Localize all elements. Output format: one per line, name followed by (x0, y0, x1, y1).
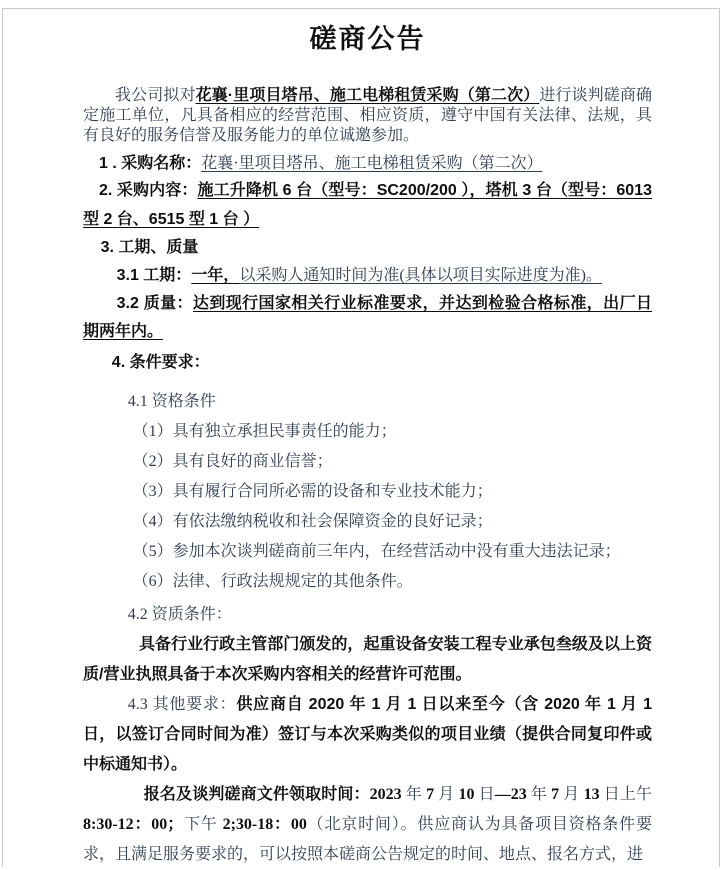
registration-seg-13: 下午 (183, 816, 223, 833)
qualification-item-2: （2）具有良好的商业信誉； (132, 453, 333, 470)
section3-heading: 3. 工期、质量 (100, 239, 199, 256)
registration-seg-5: 日 (478, 786, 495, 803)
registration-seg-14: 2;30-18：00 (222, 816, 307, 833)
qualification-item-3: （3）具有履行合同所必需的设备和专业技术能力； (132, 483, 493, 500)
procurement-name-label: 1 . 采购名称： (99, 155, 202, 172)
registration-seg-9: 月 (563, 786, 584, 803)
section4-2-heading: 4.2 资质条件： (127, 606, 232, 623)
paragraph-intro (83, 86, 652, 146)
registration-seg-1: 年 (405, 786, 427, 803)
section4-2-body: 具备行业行政主管部门颁发的，起重设备安装工程专业承包叁级及以上资质/营业执照具备于本次采购内容相关的经营许可范围。 (83, 636, 652, 683)
registration-seg-11: 日上午 (603, 786, 652, 803)
duration-label: 3.1 工期： (116, 267, 192, 284)
registration-paragraph (83, 780, 652, 870)
section4-3-value: 供应商自 2020 年 1 月 1 日以来至今（含 2020 年 1 月 1 日，以签订合同时间为准）签订与本次采购类似的项目业绩（提供合同复印件或中标通知书）。 (83, 696, 652, 773)
section4-1-heading: 4.1 资格条件 (127, 393, 216, 410)
registration-seg-0: 2023 (369, 786, 406, 803)
qualification-item-4: （4）有依法缴纳税收和社会保障资金的良好记录； (132, 513, 493, 530)
registration-seg-10: 13 (583, 786, 604, 803)
section4-3-row (83, 690, 652, 780)
registration-seg-7: 年 (530, 786, 552, 803)
intro-post-text: 进行谈判磋商确定施工单位，凡具备相应的经营范围、相应资质，遵守中国有关法律、法规，具有良好的服务信誉及服务能力的单位诚邀参加。 (83, 87, 652, 144)
registration-seg-3: 月 (438, 786, 459, 803)
qualification-item-1: （1）具有独立承担民事责任的能力； (132, 423, 397, 440)
registration-seg-15: （北京时间）。供应商认为具备项目资格条件要求，且满足服务要求的，可以按照本磋商公告规定的时间、地点、报名方式，进 (83, 816, 652, 863)
procurement-content-row (83, 176, 652, 234)
section4-heading: 4. 条件要求： (111, 354, 210, 371)
procurement-name-row (83, 152, 652, 176)
qualification-list (83, 417, 652, 597)
quality-row (83, 290, 652, 346)
qualification-item-6: （6）法律、行政法规规定的其他条件。 (132, 573, 413, 590)
qualification-item-5: （5）参加本次谈判磋商前三年内，在经营活动中没有重大违法记录； (132, 543, 621, 560)
registration-label: 报名及谈判磋商文件领取时间： (143, 786, 370, 803)
procurement-content-value: 施工升降机 6 台（型号：SC200/200 ），塔机 3 台（型号：6013 型 2 台、6515 型 1 台 ） (83, 182, 652, 228)
quality-value: 达到现行国家相关行业标准要求，并达到检验合格标准，出厂日期两年内。 (83, 295, 652, 340)
intro-project-name: 花襄·里项目塔吊、施工电梯租赁采购（第二次） (195, 87, 540, 104)
duration-value: 以采购人通知时间为准(具体以项目实际进度为准)。 (239, 267, 602, 284)
section4-3-label: 4.3 其他要求： (127, 696, 237, 713)
registration-seg-6: —23 (494, 786, 531, 803)
registration-seg-12: 8:30-12：00； (83, 816, 184, 833)
procurement-content-label: 2. 采购内容： (99, 182, 198, 199)
page-title: 磋商公告 (309, 24, 426, 54)
procurement-name-value: 花襄·里项目塔吊、施工电梯租赁采购（第二次） (201, 155, 543, 172)
quality-label: 3.2 质量： (116, 295, 193, 312)
duration-row (83, 262, 652, 290)
duration-emphasis: 一年， (191, 267, 240, 284)
registration-seg-8: 7 (551, 786, 564, 803)
registration-seg-2: 7 (426, 786, 439, 803)
intro-pre-text: 我公司拟对 (115, 87, 196, 104)
registration-seg-4: 10 (458, 786, 479, 803)
